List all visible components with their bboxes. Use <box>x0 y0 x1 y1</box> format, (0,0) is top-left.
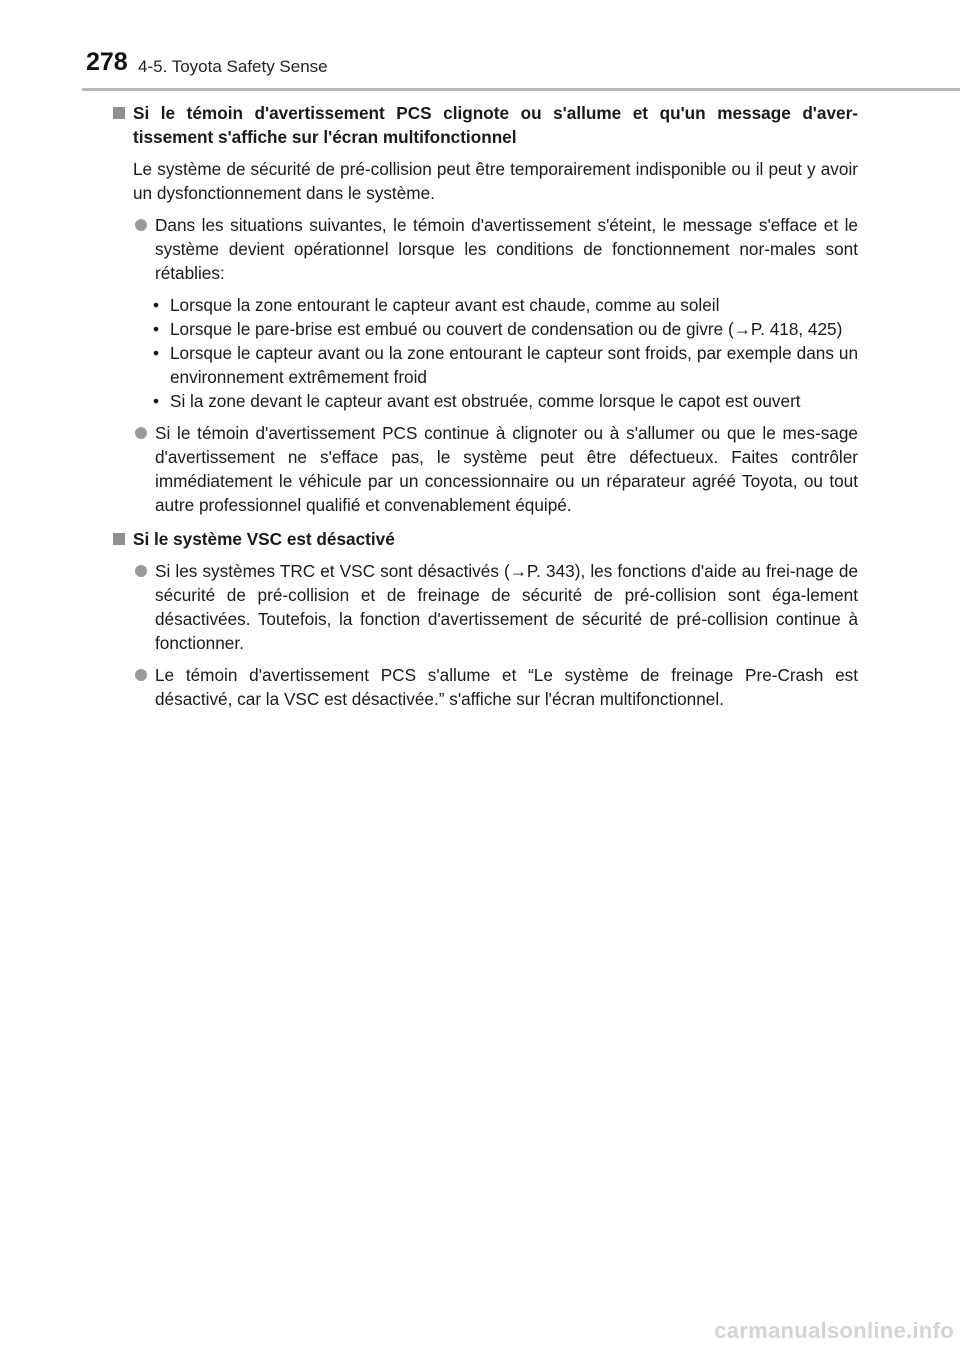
section-heading-pcs-warning <box>113 101 858 149</box>
bullet-item <box>113 213 858 285</box>
square-bullet-icon <box>113 107 125 119</box>
list-marker: • <box>153 391 160 411</box>
page-number: 278 <box>86 48 128 76</box>
bullet-text: Le témoin d'avertissement PCS s'allume et “Le système de freinage Pre-Crash est désactivé, car la VSC est désactivée.” s'affiche sur l'écran multifonctionnel. <box>155 665 858 709</box>
list-item <box>113 317 858 341</box>
page-content <box>113 101 858 719</box>
list-item-text: Lorsque le pare-brise est embué ou couvert de condensation ou de givre (→P. 418, 425) <box>170 319 843 339</box>
bullet-text: Si le témoin d'avertissement PCS continue à clignoter ou à s'allumer ou que le mes-sage d'avertissement ne s'efface pas, le système peut être défectueux. Faites contrôler immédiatement le véhicule par un concessionnaire ou un réparateur agréé Toyota, ou tout autre professionnel qualifié et convenablement équipé. <box>155 423 858 515</box>
bullet-text: Si les systèmes TRC et VSC sont désactivés (→P. 343), les fonctions d'aide au frei-nage de sécurité de pré-collision et de freinage de sécurité de pré-collision sont éga-lement désactivées. Toutefois, la fonction d'avertissement de sécurité de pré-collision continue à fonctionner. <box>155 561 858 653</box>
circle-bullet-icon <box>135 565 147 577</box>
heading-text: Si le système VSC est désactivé <box>133 529 395 549</box>
list-item <box>113 341 858 389</box>
list-marker: • <box>153 319 160 339</box>
square-bullet-icon <box>113 533 125 545</box>
circle-bullet-icon <box>135 427 147 439</box>
bullet-item <box>113 421 858 517</box>
circle-bullet-icon <box>135 219 147 231</box>
section-title: 4-5. Toyota Safety Sense <box>138 57 328 76</box>
section-heading-vsc-off <box>113 527 858 551</box>
list-item-text: Lorsque la zone entourant le capteur avant est chaude, comme au soleil <box>170 295 720 315</box>
heading-text: Si le témoin d'avertissement PCS clignote ou s'allume et qu'un message d'aver-tissement s'affiche sur l'écran multifonctionnel <box>133 103 858 147</box>
watermark: carmanualsonline.info <box>714 1318 954 1343</box>
list-item-text: Lorsque le capteur avant ou la zone entourant le capteur sont froids, par exemple dans un environnement extrêmement froid <box>170 343 858 387</box>
list-item <box>113 389 858 413</box>
page-header <box>0 0 960 92</box>
list-marker: • <box>153 343 160 363</box>
bullet-item <box>113 559 858 655</box>
bullet-item <box>113 663 858 711</box>
bullet-text: Dans les situations suivantes, le témoin d'avertissement s'éteint, le message s'efface et le système devient opérationnel lorsque les conditions de fonctionnement nor-males sont rétablies: <box>155 215 858 283</box>
paragraph-pcs-unavailable: Le système de sécurité de pré-collision peut être temporairement indisponible ou il peut y avoir un dysfonctionnement dans le système. <box>133 159 858 203</box>
header-divider <box>82 88 960 91</box>
list-item <box>113 293 858 317</box>
list-marker: • <box>153 295 160 315</box>
condition-list <box>113 293 858 413</box>
list-item-text: Si la zone devant le capteur avant est obstruée, comme lorsque le capot est ouvert <box>170 391 801 411</box>
circle-bullet-icon <box>135 669 147 681</box>
